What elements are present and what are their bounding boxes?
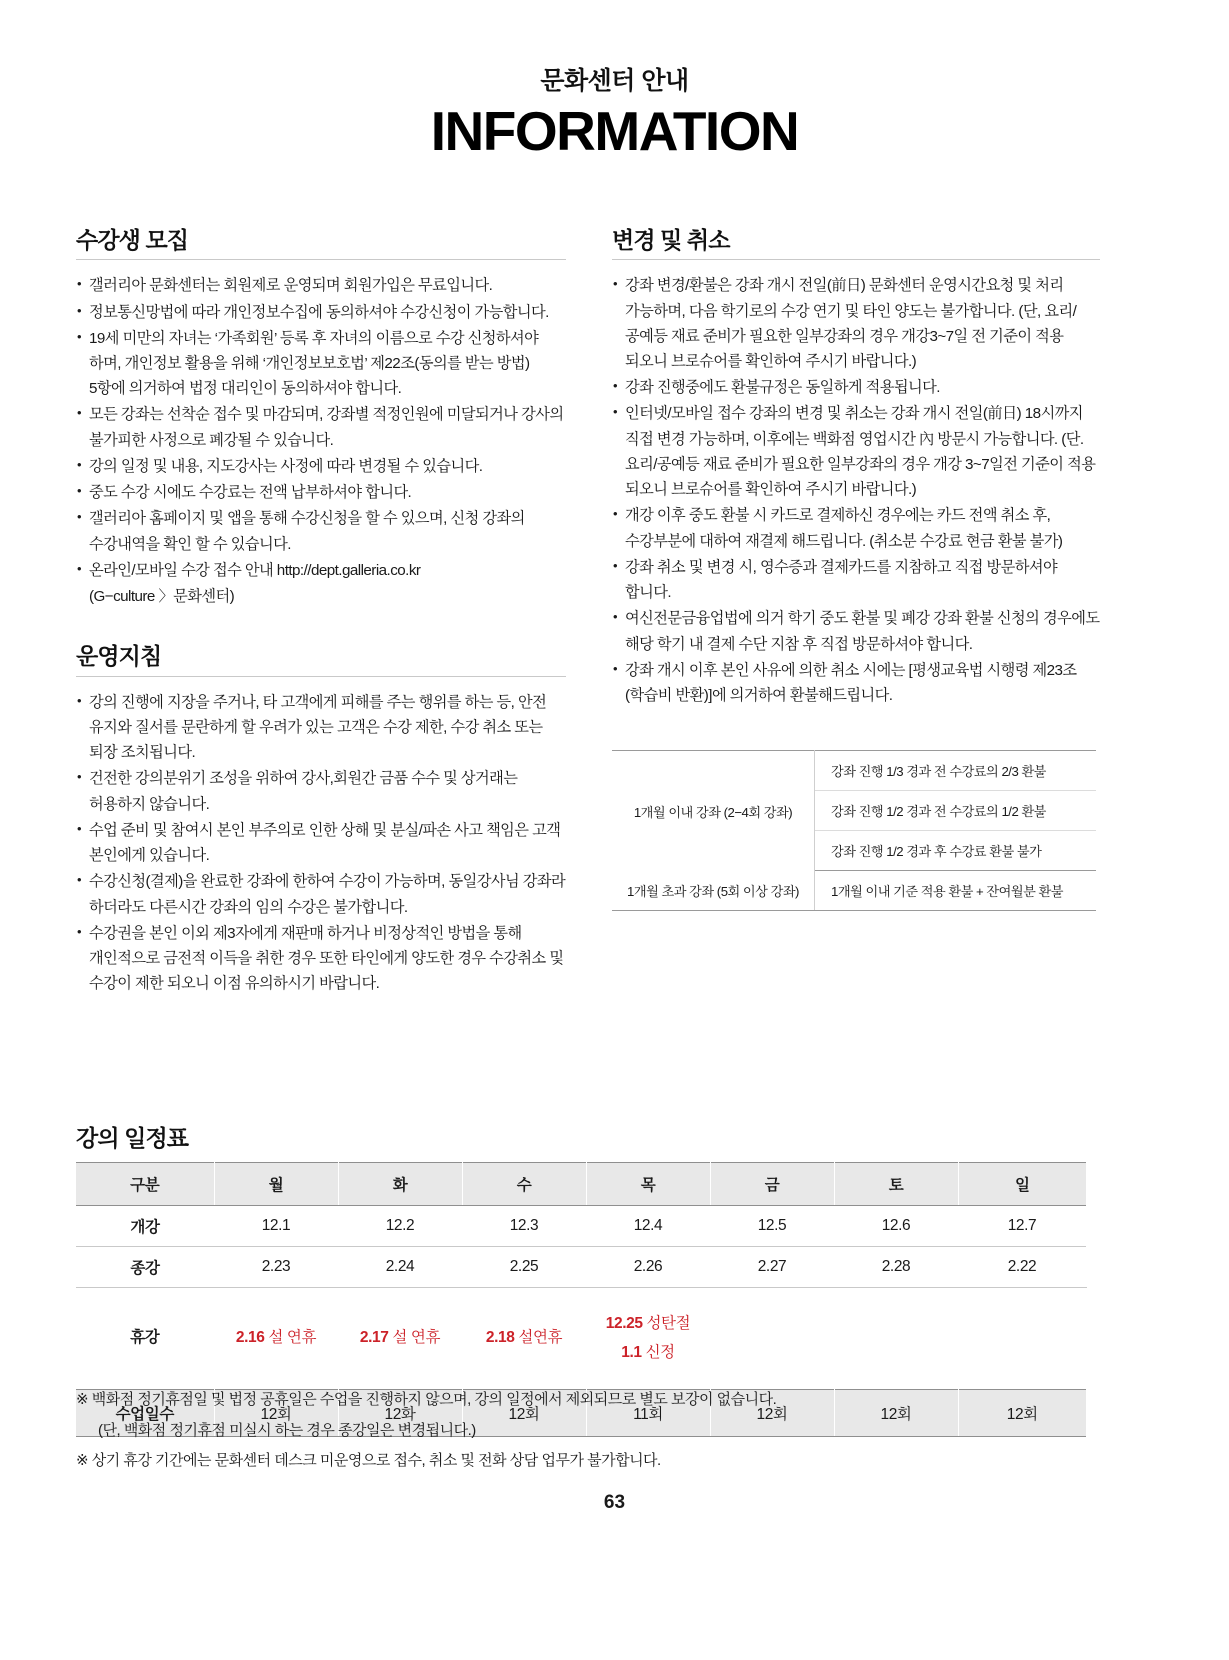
list-item: • 강좌 진행중에도 환불규정은 동일하게 적용됩니다. <box>612 375 1100 400</box>
section-title-recruitment: 수강생 모집 <box>76 227 189 253</box>
change-cancel-bullet-list <box>612 273 1100 708</box>
table-cell: 2.23 <box>214 1247 338 1288</box>
refund-row-value: 강좌 진행 1/3 경과 전 수강료의 2/3 환불 <box>815 751 1097 791</box>
table-cell: 2.22 <box>958 1247 1086 1288</box>
guidelines-bullet-list <box>76 690 566 997</box>
list-item: • 강의 진행에 지장을 주거나, 타 고객에게 피해를 주는 행위를 하는 등, 안전 유지와 질서를 문란하게 할 우려가 있는 고객은 수강 제한, 수강 취소 또는 퇴장 조치됩니다. <box>76 690 566 766</box>
holiday-name: 설 연휴 <box>268 1329 317 1347</box>
holiday-name: 설 연휴 <box>392 1329 441 1347</box>
section-title-change-cancel: 변경 및 취소 <box>612 227 730 253</box>
holiday-cell <box>834 1288 958 1390</box>
holiday-date: 2.17 <box>359 1329 389 1347</box>
column-header: 구분 <box>76 1163 214 1206</box>
holiday-cell <box>710 1288 834 1390</box>
table-cell: 2.25 <box>462 1247 586 1288</box>
list-item: • 갤러리아 홈페이지 및 앱을 통해 수강신청을 할 수 있으며, 신청 강좌의 수강내역을 확인 할 수 있습니다. <box>76 506 566 556</box>
table-row <box>76 1206 1086 1247</box>
column-header: 목 <box>586 1163 710 1206</box>
list-item: • 인터넷/모바일 접수 강좌의 변경 및 취소는 강좌 개시 전일(前日) 18시까지 직접 변경 가능하며, 이후에는 백화점 영업시간 內 방문시 가능합니다. (단.요리/공예등 재료 준비가 필요한 일부강좌의 경우 개강 3~7일전 기준이 적용 되오니 브로슈어를 확인하여 주시기 바랍니다.) <box>612 401 1100 502</box>
refund-row-label: 1개월 초과 강좌 (5회 이상 강좌) <box>612 871 815 911</box>
refund-row-value: 1개월 이내 기준 적용 환불 + 잔여월분 환불 <box>815 871 1097 911</box>
column-header: 화 <box>338 1163 462 1206</box>
holiday-cell <box>462 1288 586 1390</box>
column-header: 금 <box>710 1163 834 1206</box>
list-item: • 개강 이후 중도 환불 시 카드로 결제하신 경우에는 카드 전액 취소 후, 수강부분에 대하여 재결제 해드립니다. (취소분 수강료 현금 환불 불가) <box>612 503 1100 553</box>
table-cell: 12회 <box>462 1390 586 1437</box>
table-cell: 12회 <box>958 1390 1086 1437</box>
table-cell: 12회 <box>834 1390 958 1437</box>
section-divider <box>76 676 566 677</box>
list-item: • 갤러리아 문화센터는 회원제로 운영되며 회원가입은 무료입니다. <box>76 273 566 298</box>
refund-policy-table <box>612 750 1096 911</box>
row-label: 수업일수 <box>76 1390 214 1437</box>
table-cell: 12회 <box>214 1390 338 1437</box>
list-item: • 모든 강좌는 선착순 접수 및 마감되며, 강좌별 적정인원에 미달되거나 강사의 불가피한 사정으로 폐강될 수 있습니다. <box>76 402 566 452</box>
list-item: • 여신전문금융업법에 의거 학기 중도 환불 및 폐강 강좌 환불 신청의 경우에도 해당 학기 내 결제 수단 지참 후 직접 방문하셔야 합니다. <box>612 606 1100 656</box>
list-item: • 19세 미만의 자녀는 ‘가족회원’ 등록 후 자녀의 이름으로 수강 신청하셔야 하며, 개인정보 활용을 위해 ‘개인정보보호법’ 제22조(동의를 받는 방법) 5항에 의거하여 법정 대리인이 동의하셔야 합니다. <box>76 326 566 402</box>
table-cell: 12.2 <box>338 1206 462 1247</box>
section-title-schedule: 강의 일정표 <box>76 1125 189 1151</box>
table-cell: 12화 <box>338 1390 462 1437</box>
holiday-cell <box>214 1288 338 1390</box>
column-header: 월 <box>214 1163 338 1206</box>
table-row <box>612 751 1096 791</box>
table-cell: 2.27 <box>710 1247 834 1288</box>
table-cell: 11회 <box>586 1390 710 1437</box>
footnote: (단, 백화점 정기휴점 미실시 하는 경우 종강일은 변경됩니다.) <box>98 1421 476 1439</box>
table-cell: 2.28 <box>834 1247 958 1288</box>
holiday-entry <box>465 1324 584 1353</box>
list-item: • 강의 일정 및 내용, 지도강사는 사정에 따라 변경될 수 있습니다. <box>76 454 566 479</box>
holiday-entry <box>589 1310 708 1339</box>
right-column <box>612 228 1100 997</box>
table-cell: 12.6 <box>834 1206 958 1247</box>
content-columns <box>0 228 1229 997</box>
page-number: 63 <box>603 1492 626 1513</box>
recruitment-bullet-list <box>76 273 566 609</box>
holiday-date: 2.18 <box>485 1329 515 1347</box>
column-header: 수 <box>462 1163 586 1206</box>
footnote: ※ 백화점 정기휴점일 및 법정 공휴일은 수업을 진행하지 않으며, 강의 일정에서 제외되므로 별도 보강이 없습니다. <box>76 1391 777 1408</box>
page-header <box>0 0 1229 163</box>
holiday-cell <box>958 1288 1086 1390</box>
refund-row-value: 강좌 진행 1/2 경과 후 수강료 환불 불가 <box>815 831 1097 871</box>
holiday-date: 2.16 <box>235 1329 265 1347</box>
holiday-cell <box>586 1288 710 1390</box>
section-divider <box>612 259 1100 260</box>
spacer <box>76 610 566 644</box>
table-row-holidays <box>76 1288 1086 1390</box>
table-cell: 12.3 <box>462 1206 586 1247</box>
table-cell: 12.4 <box>586 1206 710 1247</box>
section-divider <box>76 259 566 260</box>
table-header-row <box>76 1163 1086 1206</box>
list-item: • 강좌 변경/환불은 강좌 개시 전일(前日) 문화센터 운영시간요청 및 처리 가능하며, 다음 학기로의 수강 연기 및 타인 양도는 불가합니다. (단, 요리/공예등 재료 준비가 필요한 일부강좌의 경우 개강3~7일 전 기준이 적용 되오니 브로슈어를 확인하여 주시기 바랍니다.) <box>612 273 1100 374</box>
row-label: 종강 <box>76 1247 214 1288</box>
footnote: ※ 상기 휴강 기간에는 문화센터 데스크 미운영으로 접수, 취소 및 전화 상담 업무가 불가합니다. <box>76 1452 661 1469</box>
holiday-cell <box>338 1288 462 1390</box>
left-column <box>76 228 566 997</box>
section-title-guidelines: 운영지침 <box>76 643 162 670</box>
list-item: • 수업 준비 및 참여시 본인 부주의로 인한 상해 및 분실/파손 사고 책임은 고객 본인에게 있습니다. <box>76 818 566 868</box>
header-subtitle: 문화센터 안내 <box>540 67 689 95</box>
list-item: • 수강권을 본인 이외 제3자에게 재판매 하거나 비정상적인 방법을 통해 개인적으로 금전적 이득을 취한 경우 또한 타인에게 양도한 경우 수강취소 및 수강이 제한 되오니 이점 유의하시기 바랍니다. <box>76 921 566 997</box>
row-label: 휴강 <box>76 1288 214 1390</box>
table-cell: 2.26 <box>586 1247 710 1288</box>
list-item-continuation: (G−culture 〉문화센터) <box>89 588 235 606</box>
table-cell: 12.1 <box>214 1206 338 1247</box>
holiday-entry <box>217 1324 336 1353</box>
holiday-entry <box>341 1324 460 1353</box>
holiday-name: 신정 <box>645 1343 675 1361</box>
table-row <box>76 1247 1086 1288</box>
holiday-date: 12.25 <box>605 1315 643 1332</box>
refund-row-value: 강좌 진행 1/2 경과 전 수강료의 1/2 환불 <box>815 791 1097 831</box>
holiday-name: 성탄절 <box>646 1315 691 1332</box>
list-item: • 중도 수강 시에도 수강료는 전액 납부하셔야 합니다. <box>76 480 566 505</box>
footnotes <box>76 1389 1096 1481</box>
column-header: 일 <box>958 1163 1086 1206</box>
list-item: • 건전한 강의분위기 조성을 위하여 강사,회원간 금품 수수 및 상거래는 허용하지 않습니다. <box>76 766 566 816</box>
list-item: • 수강신청(결제)을 완료한 강좌에 한하여 수강이 가능하며, 동일강사님 강좌라 하더라도 다른시간 강좌의 임의 수강은 불가합니다. <box>76 869 566 919</box>
list-item: • 강좌 취소 및 변경 시, 영수증과 결제카드를 지참하고 직접 방문하셔야 합니다. <box>612 555 1100 605</box>
table-row <box>612 871 1096 911</box>
list-item: • 강좌 개시 이후 본인 사유에 의한 취소 시에는 [평생교육법 시행령 제23조(학습비 반환)]에 의거하여 환불해드립니다. <box>612 658 1100 708</box>
list-item: • 온라인/모바일 수강 접수 안내 http://dept.galleria.co.kr <box>76 558 566 583</box>
table-cell: 12.7 <box>958 1206 1086 1247</box>
list-item: • 정보통신망법에 따라 개인정보수집에 동의하셔야 수강신청이 가능합니다. <box>76 300 566 325</box>
column-header: 토 <box>834 1163 958 1206</box>
holiday-entry <box>589 1339 708 1368</box>
page-title: INFORMATION <box>430 100 799 162</box>
holiday-date: 1.1 <box>621 1343 642 1361</box>
table-cell: 2.24 <box>338 1247 462 1288</box>
row-label: 개강 <box>76 1206 214 1247</box>
holiday-name: 설연휴 <box>518 1329 563 1347</box>
table-cell: 12회 <box>710 1390 834 1437</box>
refund-row-label: 1개월 이내 강좌 (2−4회 강좌) <box>612 751 815 871</box>
table-cell: 12.5 <box>710 1206 834 1247</box>
